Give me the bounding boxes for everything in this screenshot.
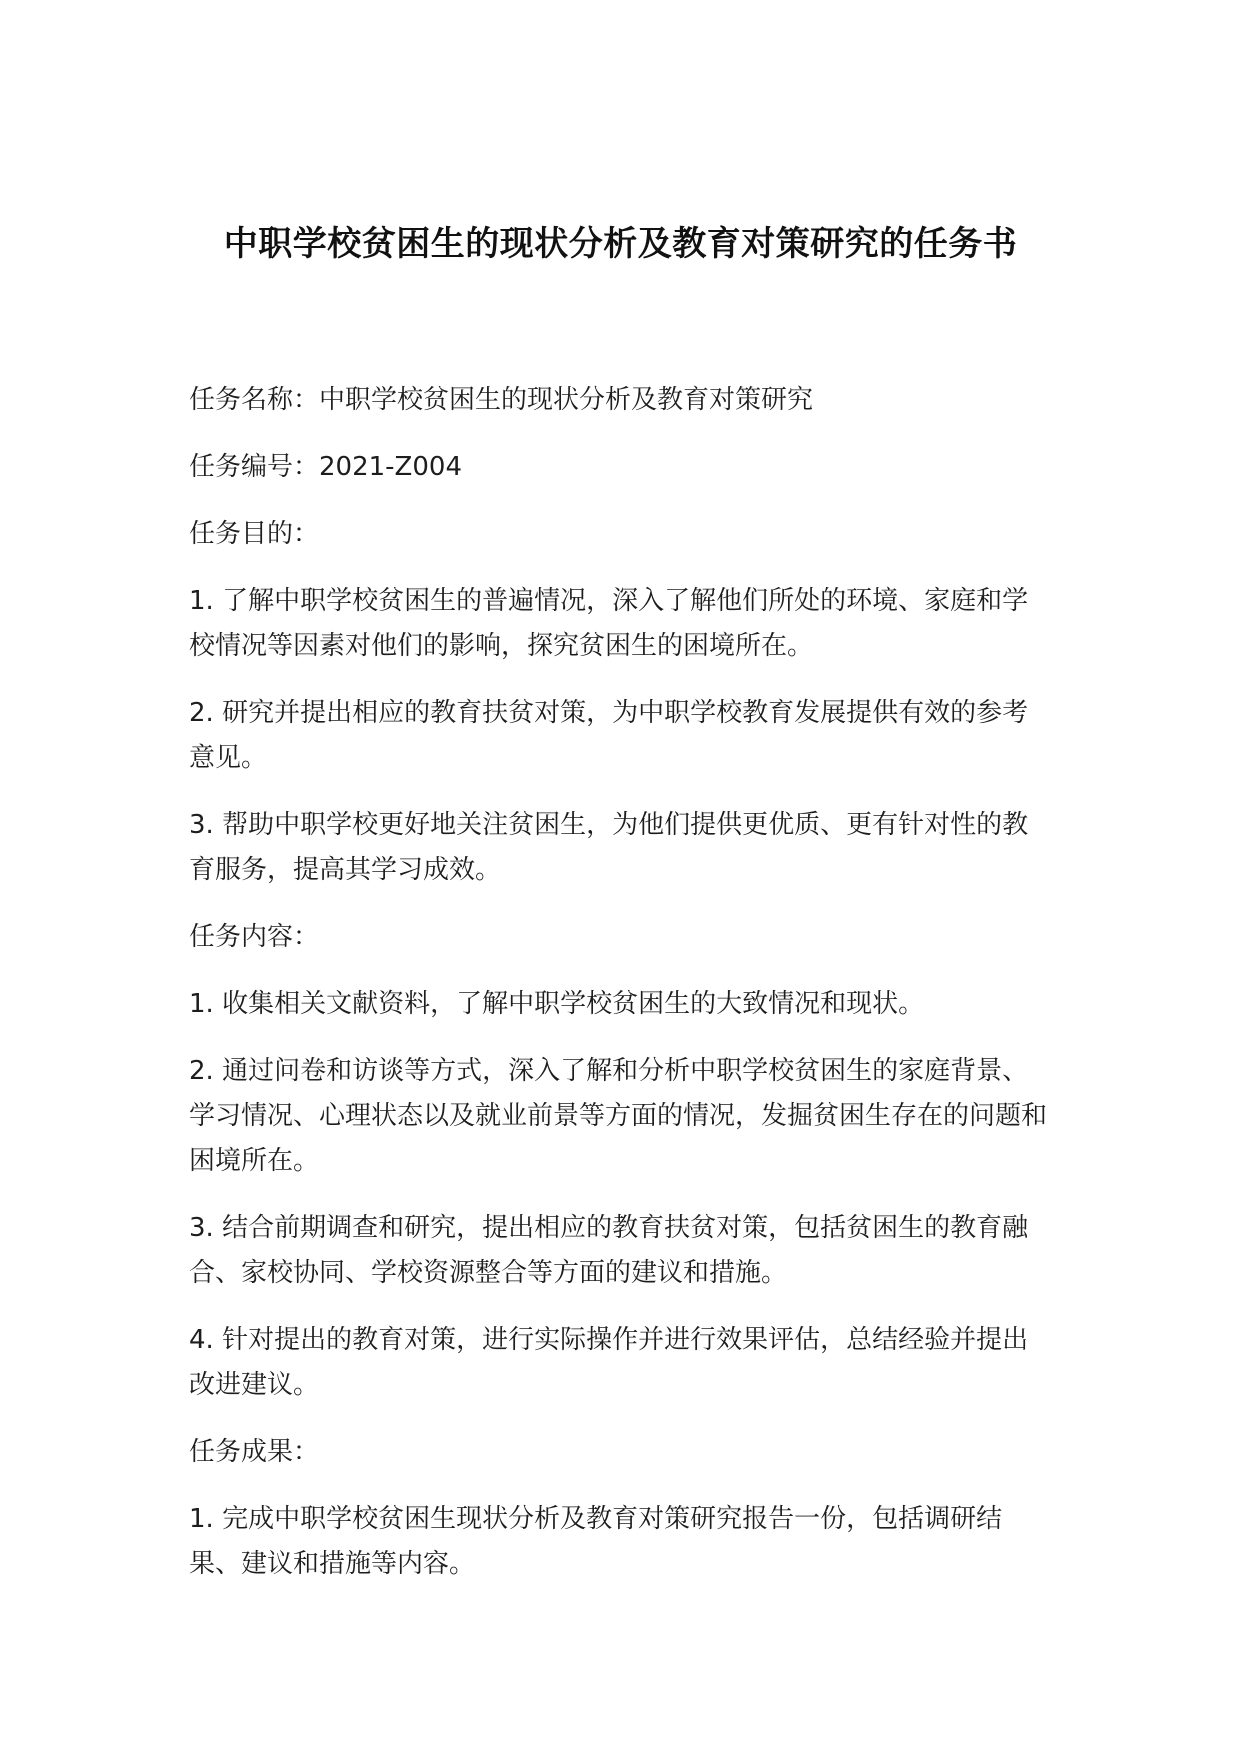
content-item-3: 3. 结合前期调查和研究，提出相应的教育扶贫对策，包括贫困生的教育融合、家校协同、学校资源整合等方面的建议和措施。 [189, 1213, 1029, 1288]
task-name-line: 任务名称：中职学校贫困生的现状分析及教育对策研究 [189, 385, 814, 415]
results-item-1: 1. 完成中职学校贫困生现状分析及教育对策研究报告一份，包括调研结果、建议和措施等内容。 [189, 1504, 1003, 1579]
content-item-4: 4. 针对提出的教育对策，进行实际操作并进行效果评估，总结经验并提出改进建议。 [189, 1325, 1029, 1400]
content-item-2: 2. 通过问卷和访谈等方式，深入了解和分析中职学校贫困生的家庭背景、学习情况、心理状态以及就业前景等方面的情况，发掘贫困生存在的问题和困境所在。 [189, 1056, 1048, 1176]
document-body [189, 378, 1051, 1609]
document-title: 中职学校贫困生的现状分析及教育对策研究的任务书 [223, 223, 1018, 264]
purpose-item-2: 2. 研究并提出相应的教育扶贫对策，为中职学校教育发展提供有效的参考意见。 [189, 698, 1029, 773]
section-heading-content: 任务内容： [189, 922, 320, 952]
purpose-item-3: 3. 帮助中职学校更好地关注贫困生，为他们提供更优质、更有针对性的教育服务，提高其学习成效。 [189, 810, 1029, 885]
purpose-item-1: 1. 了解中职学校贫困生的普遍情况，深入了解他们所处的环境、家庭和学校情况等因素对他们的影响，探究贫困生的困境所在。 [189, 586, 1029, 661]
section-heading-results: 任务成果： [189, 1437, 320, 1467]
task-number-line: 任务编号：2021-Z004 [189, 452, 462, 482]
content-item-1: 1. 收集相关文献资料，了解中职学校贫困生的大致情况和现状。 [189, 989, 925, 1019]
section-heading-purpose: 任务目的： [189, 519, 320, 549]
